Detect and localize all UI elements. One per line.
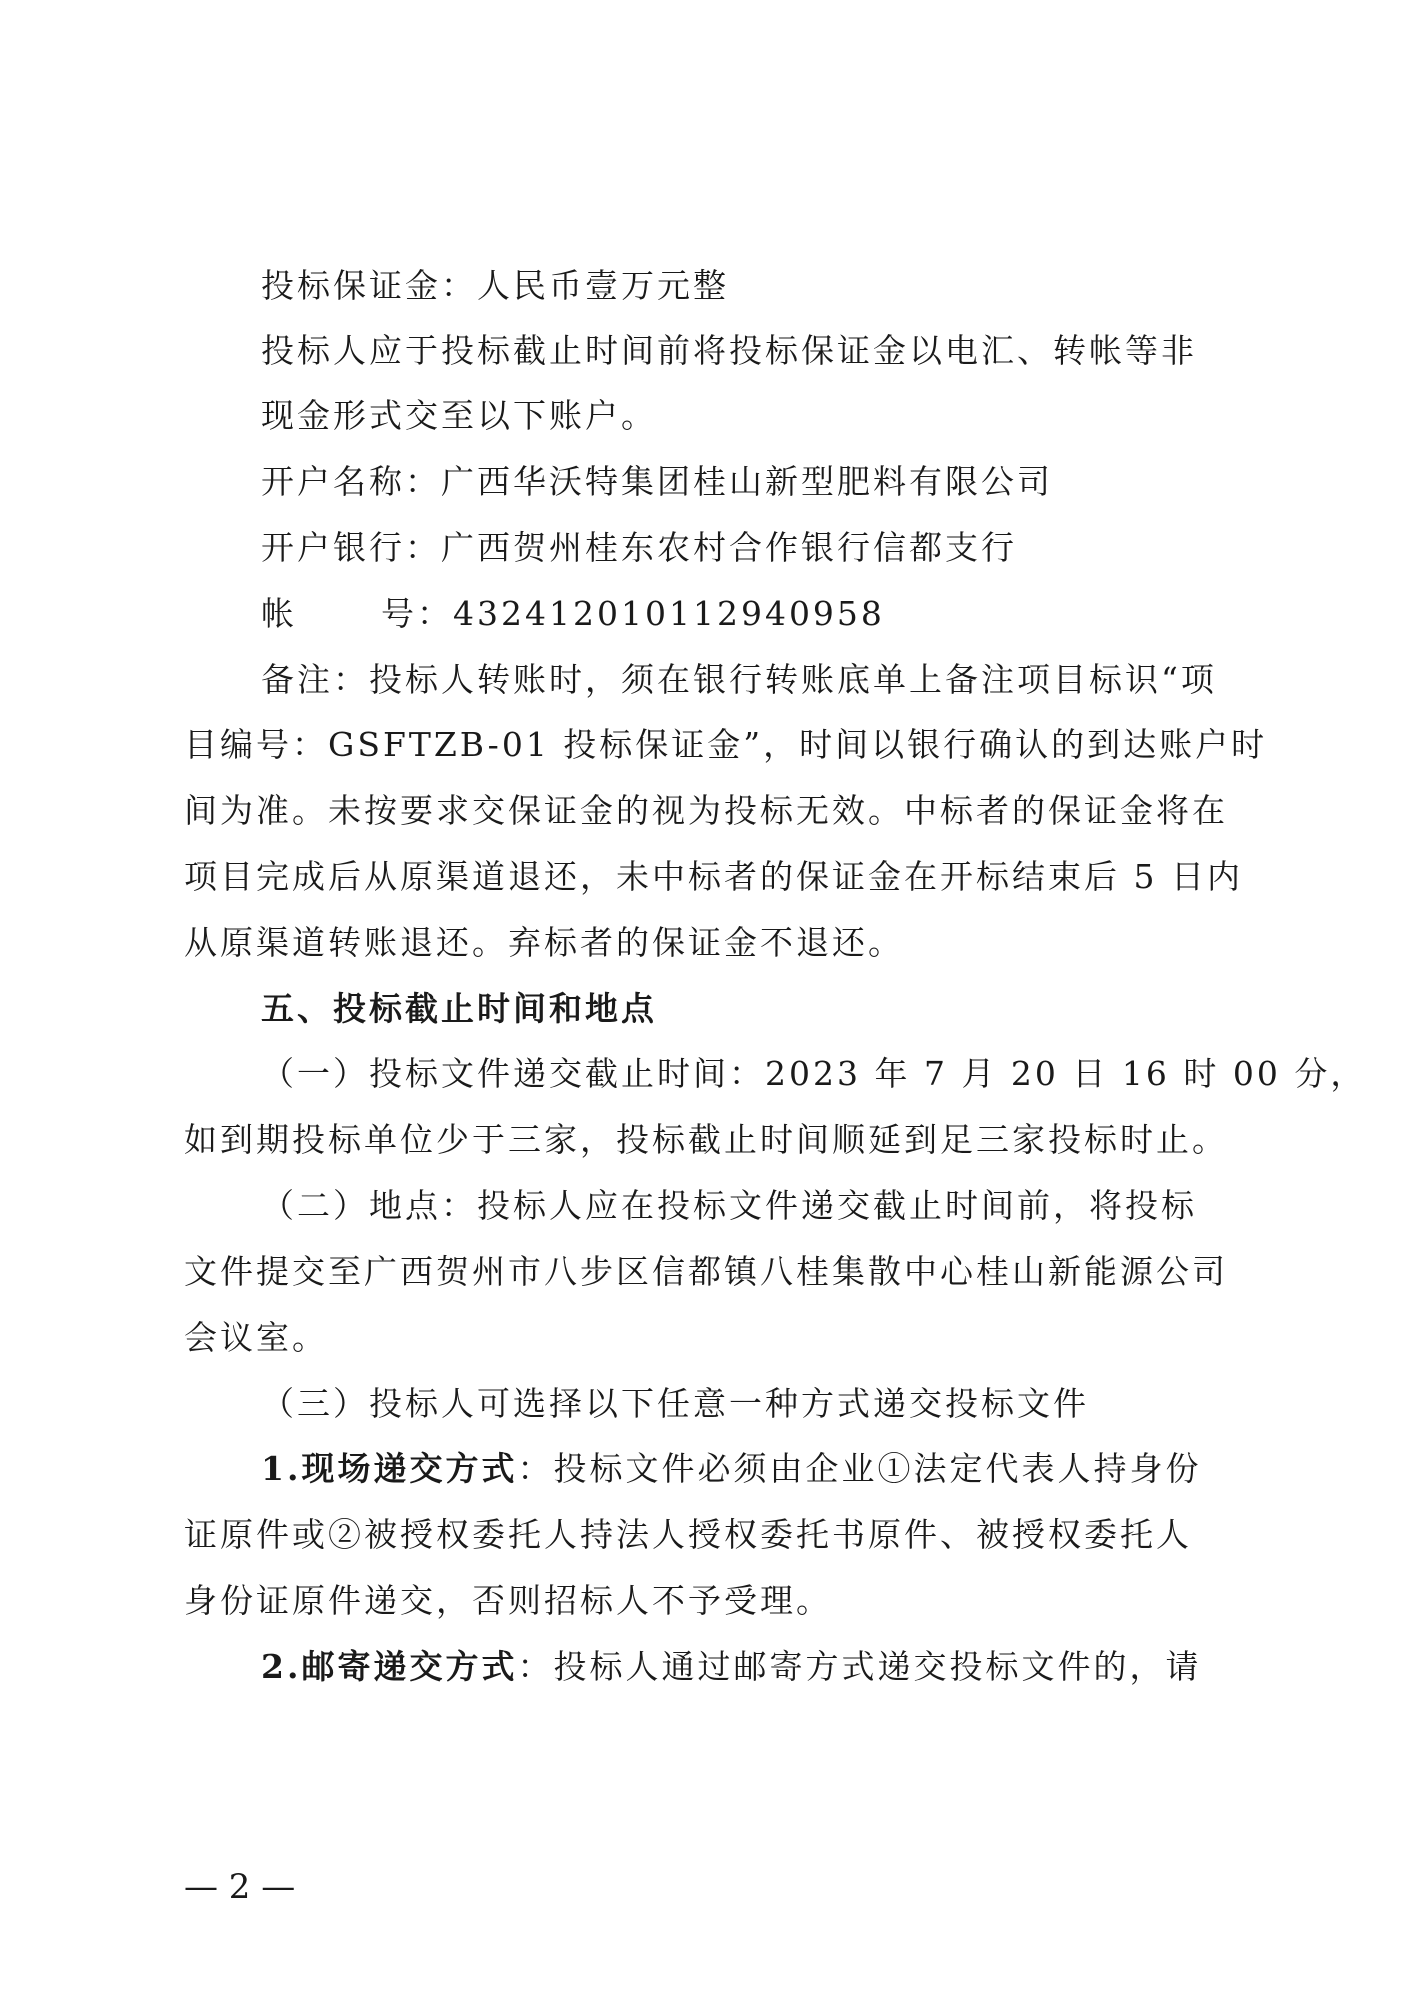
- mail-line-1-text: ：投标人通过邮寄方式递交投标文件的，请: [517, 1647, 1202, 1686]
- page-number: — 2 —: [184, 1867, 296, 1907]
- deposit-method-line-2: 现金形式交至以下账户。: [261, 396, 657, 435]
- location-line-2: 文件提交至广西贺州市八步区信都镇八桂集散中心桂山新能源公司: [184, 1252, 1228, 1291]
- account-bank-line: 开户银行：广西贺州桂东农村合作银行信都支行: [261, 528, 1017, 567]
- note-line-1: 备注：投标人转账时，须在银行转账底单上备注项目标识“项: [261, 660, 1217, 699]
- account-number-value: 432412010112940958: [453, 594, 885, 633]
- note-line-4: 项目完成后从原渠道退还，未中标者的保证金在开标结束后 5 日内: [184, 857, 1243, 896]
- onsite-line-2: 证原件或②被授权委托人持法人授权委托书原件、被授权委托人: [184, 1515, 1192, 1554]
- onsite-method-label: 1.现场递交方式: [261, 1449, 518, 1488]
- note-line-3: 间为准。未按要求交保证金的视为投标无效。中标者的保证金将在: [184, 791, 1228, 830]
- onsite-line-1: [261, 1449, 1201, 1489]
- mail-line-1: [261, 1647, 1201, 1687]
- methods-intro-line: （三）投标人可选择以下任意一种方式递交投标文件: [261, 1384, 1089, 1423]
- section-5-title: 五、投标截止时间和地点: [261, 989, 657, 1028]
- account-number-label-a: 帐: [261, 594, 297, 633]
- note-line-5: 从原渠道转账退还。弃标者的保证金不退还。: [184, 923, 904, 962]
- mail-method-label: 2.邮寄递交方式: [261, 1647, 518, 1686]
- deposit-method-line-1: 投标人应于投标截止时间前将投标保证金以电汇、转帐等非: [261, 331, 1197, 370]
- account-name-line: 开户名称：广西华沃特集团桂山新型肥料有限公司: [261, 462, 1053, 501]
- deadline-line-1: （一）投标文件递交截止时间：2023 年 7 月 20 日 16 时 00 分，: [261, 1054, 1367, 1093]
- deposit-amount-line: 投标保证金：人民币壹万元整: [261, 266, 729, 305]
- location-line-3: 会议室。: [184, 1318, 328, 1357]
- location-line-1: （二）地点：投标人应在投标文件递交截止时间前，将投标: [261, 1186, 1197, 1225]
- account-number-label-b: 号：: [381, 594, 453, 633]
- deadline-line-2: 如到期投标单位少于三家，投标截止时间顺延到足三家投标时止。: [184, 1120, 1228, 1159]
- onsite-line-1-text: ：投标文件必须由企业①法定代表人持身份: [517, 1449, 1202, 1488]
- note-line-2: 目编号：GSFTZB-01 投标保证金”，时间以银行确认的到达账户时: [184, 725, 1268, 764]
- onsite-line-3: 身份证原件递交，否则招标人不予受理。: [184, 1581, 832, 1620]
- account-number-line: [261, 594, 885, 634]
